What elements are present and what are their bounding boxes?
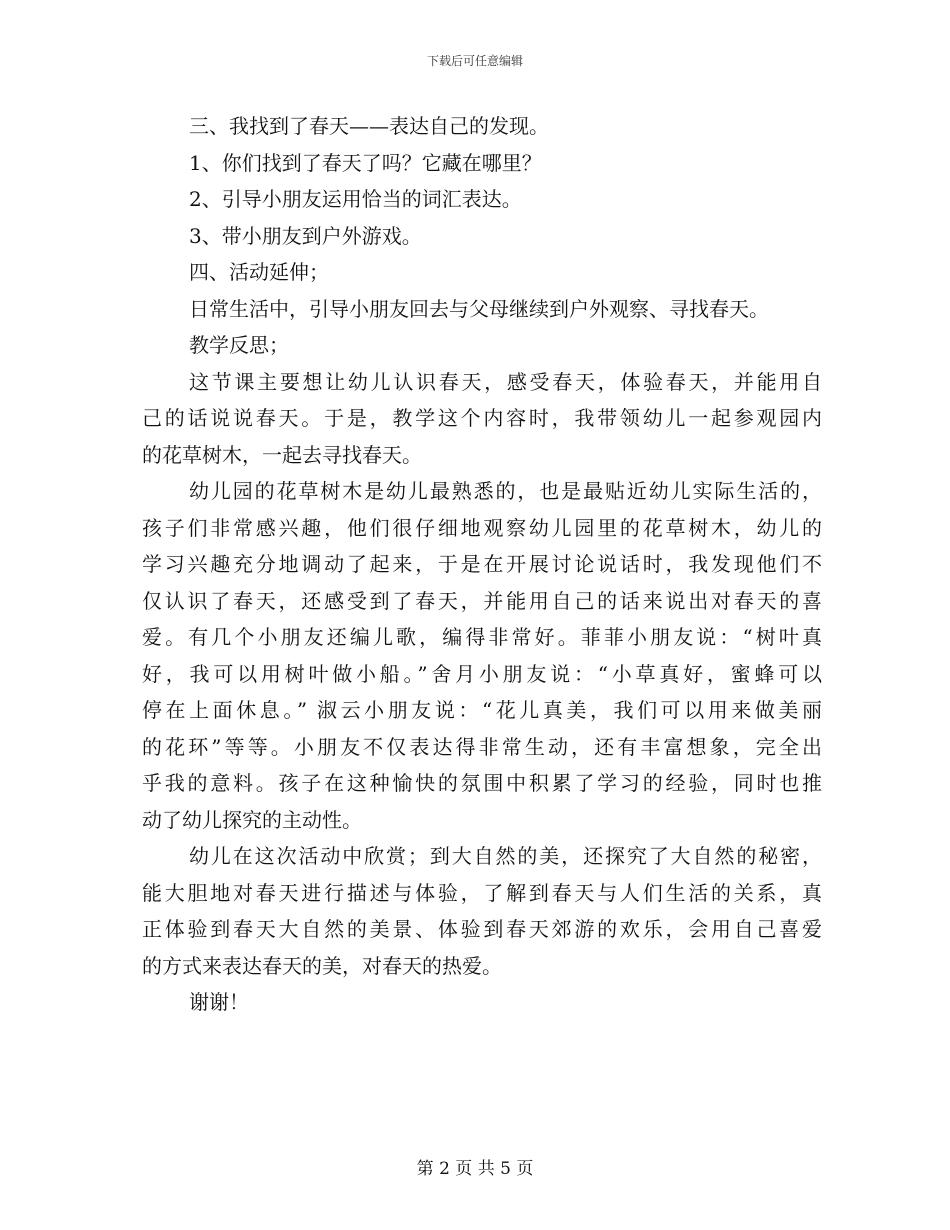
paragraph-line: 乎我的意料。孩子在这种愉快的氛围中积累了学习的经验，同时也推: [142, 771, 822, 795]
closing-line: 谢谢！: [189, 990, 249, 1014]
paragraph-line: 这节课主要想让幼儿认识春天，感受春天，体验春天，并能用自: [189, 369, 822, 394]
paragraph-line: 幼儿在这次活动中欣赏；到大自然的美，还探究了大自然的秘密，: [189, 844, 822, 868]
paragraph-line: 学习兴趣充分地调动了起来，于是在开展讨论说话时，我发现他们不: [142, 552, 822, 576]
paragraph-line: 停在上面休息。” 淑云小朋友说：“花儿真美，我们可以用来做美丽: [142, 698, 822, 722]
paragraph-line: 的花环”等等。小朋友不仅表达得非常生动，还有丰富想象，完全出: [142, 734, 822, 759]
reflection-heading: 教学反思；: [189, 333, 289, 357]
paragraph-line: 的花草树木，一起去寻找春天。: [142, 442, 422, 467]
section-heading-3: 三、我找到了春天——表达自己的发现。: [189, 114, 549, 138]
paragraph-line: 正体验到春天大自然的美景、体验到春天郊游的欢乐，会用自己喜爱: [142, 917, 822, 941]
paragraph-line: 动了幼儿探究的主动性。: [142, 807, 362, 832]
section-heading-4: 四、活动延伸；: [189, 260, 329, 284]
page-header: 下载后可任意编辑: [426, 54, 523, 68]
page-number: 第 2 页 共 5 页: [416, 1159, 534, 1179]
paragraph-line: 仅认识了春天，还感受到了春天，并能用自己的话来说出对春天的喜: [142, 588, 822, 613]
list-item: 3、带小朋友到户外游戏。: [189, 223, 422, 248]
paragraph-line: 爱。有几个小朋友还编儿歌，编得非常好。菲菲小朋友说：“树叶真: [142, 625, 822, 649]
paragraph-line: 好，我可以用树叶做小船。”舍月小朋友说：“小草真好，蜜蜂可以: [142, 661, 822, 686]
document-body: [142, 108, 822, 1021]
paragraph-line: 孩子们非常感兴趣，他们很仔细地观察幼儿园里的花草树木，幼儿的: [142, 515, 822, 540]
paragraph-line: 的方式来表达春天的美，对春天的热爱。: [142, 953, 502, 978]
paragraph-line: 日常生活中，引导小朋友回去与父母继续到户外观察、寻找春天。: [189, 296, 769, 321]
paragraph-line: 幼儿园的花草树木是幼儿最熟悉的，也是最贴近幼儿实际生活的，: [189, 479, 822, 503]
paragraph-line: 己的话说说春天。于是，教学这个内容时，我带领幼儿一起参观园内: [142, 406, 822, 430]
paragraph-line: 能大胆地对春天进行描述与体验，了解到春天与人们生活的关系，真: [142, 880, 822, 905]
list-item: 2、引导小朋友运用恰当的词汇表达。: [189, 187, 522, 211]
list-item: 1、你们找到了春天了吗？它藏在哪里？: [189, 150, 542, 175]
